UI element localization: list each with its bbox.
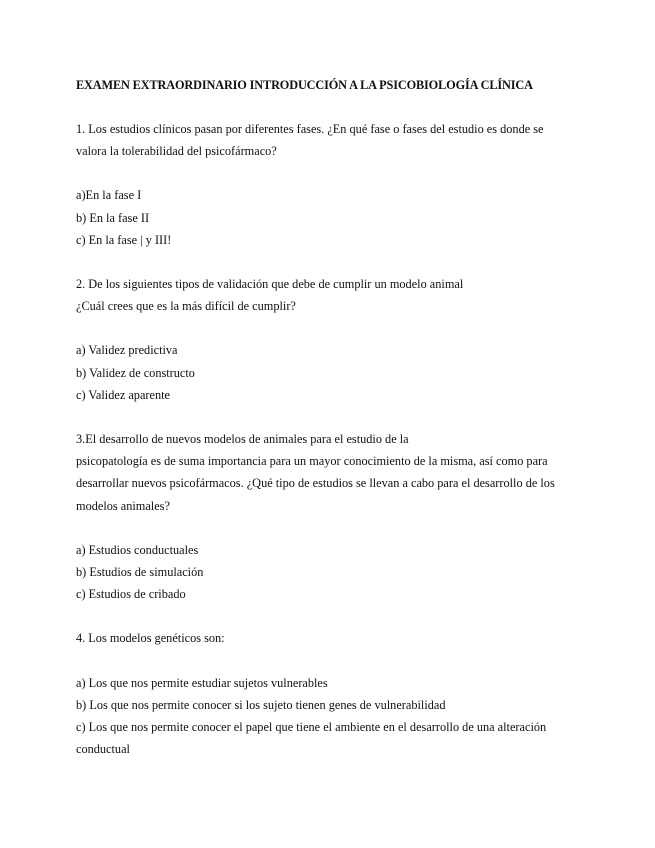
- question-2: [76, 273, 586, 406]
- answer-options: [76, 539, 586, 606]
- answer-option-b: b) Los que nos permite conocer si los sujeto tienen genes de vulnerabilidad: [76, 697, 446, 712]
- answer-options: [76, 184, 586, 251]
- question-text: [76, 273, 586, 317]
- answer-options: [76, 672, 586, 761]
- question-line: 1. Los estudios clínicos pasan por diferentes fases. ¿En qué fase o fases del estudio es donde se: [76, 122, 544, 136]
- question-4: [76, 627, 586, 760]
- answer-option-c: c) Validez aparente: [76, 387, 170, 402]
- question-text: [76, 118, 586, 162]
- question-3: [76, 428, 586, 605]
- answer-option-a: a)En la fase I: [76, 188, 142, 203]
- answer-option-b: b) En la fase II: [76, 210, 150, 225]
- exam-document: [76, 74, 586, 760]
- answer-option-b: b) Estudios de simulación: [76, 565, 204, 580]
- question-line: modelos animales?: [76, 498, 170, 513]
- answer-option-b: b) Validez de constructo: [76, 365, 195, 380]
- question-line: 2. De los siguientes tipos de validación que debe de cumplir un modelo animal: [76, 277, 464, 292]
- question-line: 4. Los modelos genéticos son:: [76, 631, 225, 646]
- answer-options: [76, 339, 586, 406]
- answer-option-a: a) Estudios conductuales: [76, 542, 199, 557]
- question-line: 3.El desarrollo de nuevos modelos de animales para el estudio de la: [76, 432, 409, 447]
- question-text: [76, 428, 586, 517]
- question-line: valora la tolerabilidad del psicofármaco?: [76, 144, 277, 159]
- answer-option-c-continued: conductual: [76, 742, 130, 757]
- question-line: psicopatología es de suma importancia para un mayor conocimiento de la misma, así como para: [76, 454, 548, 469]
- question-line: desarrollar nuevos psicofármacos. ¿Qué tipo de estudios se llevan a cabo para el desarrollo de los: [76, 476, 555, 491]
- question-text: [76, 627, 586, 649]
- answer-option-c: c) En la fase | y III!: [76, 232, 172, 247]
- answer-option-c: c) Los que nos permite conocer el papel que tiene el ambiente en el desarrollo de una alteración: [76, 720, 547, 735]
- question-1: [76, 118, 586, 251]
- question-line: ¿Cuál crees que es la más difícil de cumplir?: [76, 299, 296, 314]
- exam-title: EXAMEN EXTRAORDINARIO INTRODUCCIÓN A LA PSICOBIOLOGÍA CLÍNICA: [76, 78, 533, 92]
- answer-option-a: a) Los que nos permite estudiar sujetos vulnerables: [76, 675, 328, 690]
- answer-option-a: a) Validez predictiva: [76, 343, 178, 358]
- answer-option-c: c) Estudios de cribado: [76, 587, 186, 602]
